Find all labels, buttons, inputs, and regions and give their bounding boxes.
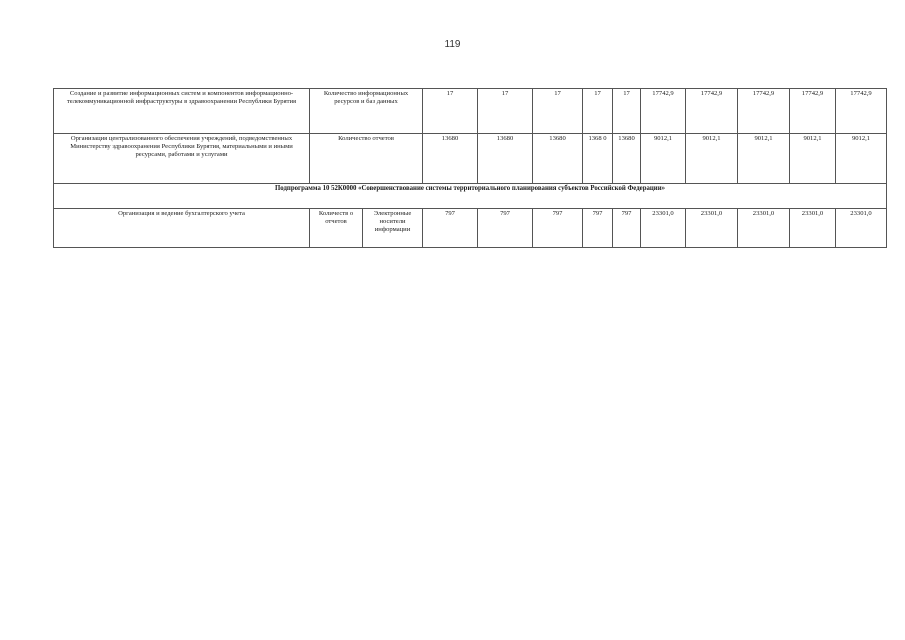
value-cell: 797	[533, 209, 583, 248]
value-cell: 13680	[533, 134, 583, 184]
value-cell: 797	[423, 209, 478, 248]
table-row	[54, 89, 887, 134]
value-cell: 17	[583, 89, 613, 134]
indicator-cell: Количеств о отчетов	[310, 209, 363, 248]
subprogram-title: Подпрограмма 10 52К0000 «Совершенствование системы территориального планирования субъектов Российской Федерации»	[54, 184, 887, 209]
table-row	[54, 209, 887, 248]
page-number: 119	[444, 39, 461, 50]
value-cell: 797	[478, 209, 533, 248]
finance-cell: 17742,9	[790, 89, 836, 134]
finance-cell: 9012,1	[641, 134, 686, 184]
indicator-cell: Количество отчетов	[310, 134, 423, 184]
activity-cell: Создание и развитие информационных систем и компонентов информационно-телекоммуникационной инфраструктуры в здравоохранении Республики Бурятия	[54, 89, 310, 134]
finance-cell: 17742,9	[836, 89, 887, 134]
budget-table	[53, 88, 887, 248]
finance-cell: 17742,9	[641, 89, 686, 134]
value-cell: 17	[613, 89, 641, 134]
finance-cell: 17742,9	[686, 89, 738, 134]
finance-cell: 23301,0	[836, 209, 887, 248]
value-cell: 797	[613, 209, 641, 248]
finance-cell: 23301,0	[738, 209, 790, 248]
value-cell: 13680	[478, 134, 533, 184]
value-cell: 13680	[613, 134, 641, 184]
finance-cell: 23301,0	[790, 209, 836, 248]
activity-cell: Организация централизованного обеспечения учреждений, подведомственных Министерству здравоохранения Республики Бурятия, материальными и иными ресурсами, работами и услугами	[54, 134, 310, 184]
indicator-cell: Количество информационных ресурсов и баз данных	[310, 89, 423, 134]
subprogram-row	[54, 184, 887, 209]
value-cell: 797	[583, 209, 613, 248]
value-cell: 1368 0	[583, 134, 613, 184]
value-cell: 17	[478, 89, 533, 134]
finance-cell: 9012,1	[738, 134, 790, 184]
finance-cell: 23301,0	[641, 209, 686, 248]
finance-cell: 9012,1	[836, 134, 887, 184]
finance-cell: 9012,1	[790, 134, 836, 184]
value-cell: 17	[423, 89, 478, 134]
finance-cell: 9012,1	[686, 134, 738, 184]
finance-cell: 17742,9	[738, 89, 790, 134]
table-row	[54, 134, 887, 184]
value-cell: 17	[533, 89, 583, 134]
unit-cell: Электронные носители информации	[363, 209, 423, 248]
value-cell: 13680	[423, 134, 478, 184]
finance-cell: 23301,0	[686, 209, 738, 248]
activity-cell: Организация и ведение бухгалтерского учета	[54, 209, 310, 248]
